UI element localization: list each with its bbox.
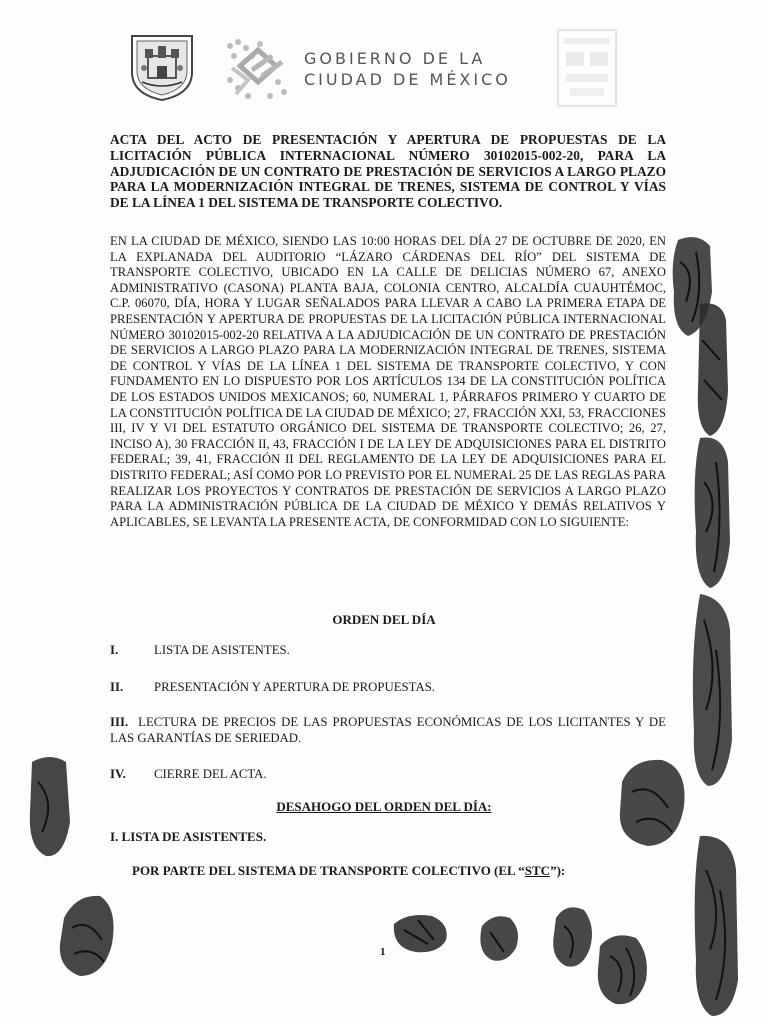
section-heading-attendees: I. LISTA DE ASISTENTES. [110,829,267,844]
redaction-mark [692,300,732,440]
agenda-item [110,642,666,658]
agenda-item [110,714,666,746]
agenda-heading: ORDEN DEL DÍA [332,612,436,627]
agenda-item-text: CIERRE DEL ACTA. [154,767,267,781]
page-number: 1 [380,946,386,958]
redaction-mark [592,930,652,1010]
government-title [304,48,511,90]
agenda-item-number: II. [110,680,124,694]
agenda-item-number: III. [110,715,129,729]
coat-of-arms-logo [128,32,196,102]
desahogo-heading: DESAHOGO DEL ORDEN DEL DÍA: [276,799,492,814]
redaction-mark [388,910,452,956]
redaction-mark [688,830,744,1020]
faded-stamp [556,28,618,108]
redaction-mark [690,432,734,592]
agenda-item-text: PRESENTACIÓN Y APERTURA DE PROPUESTAS. [154,680,436,694]
agenda-item-number: IV. [110,767,126,781]
agenda-item-text: LECTURA DE PRECIOS DE LAS PROPUESTAS ECONÓMICAS DE LOS LICITANTES Y DE LAS GARANTÍAS DE SERIEDAD. [110,715,666,745]
document-title: ACTA DEL ACTO DE PRESENTACIÓN Y APERTURA DE PROPUESTAS DE LA LICITACIÓN PÚBLICA INTERNACIONAL NÚMERO 30102015-002-20, PARA LA ADJUDICACIÓN DE UN CONTRATO DE PRESTACIÓN DE SERVICIOS A LARGO PLAZO PARA LA MODERNIZACIÓN INTEGRAL DE TRENES, SISTEMA DE CONTROL Y VÍAS DE LA LÍNEA 1 DEL SISTEMA DE TRANSPORTE COLECTIVO. [110,132,666,211]
agenda-item-text: LISTA DE ASISTENTES. [154,643,290,657]
stc-attendees-line [132,863,565,879]
agenda-item [110,766,666,782]
redaction-mark [24,752,76,862]
redaction-mark [612,752,692,852]
redaction-mark [686,590,736,790]
agenda-item-number: I. [110,643,119,657]
redaction-mark [474,912,522,964]
stc-line-suffix: ”): [550,863,566,878]
stc-abbreviation: STC [524,863,551,878]
redaction-mark [548,902,596,972]
gov-title-line-2: CIUDAD DE MÉXICO [304,70,511,89]
gov-title-line-1: GOBIERNO DE LA [304,49,486,68]
redaction-mark [54,888,120,980]
stc-line-prefix: POR PARTE DEL SISTEMA DE TRANSPORTE COLECTIVO (EL “ [132,863,525,878]
agenda-item [110,679,666,695]
body-paragraph: EN LA CIUDAD DE MÉXICO, SIENDO LAS 10:00 HORAS DEL DÍA 27 DE OCTUBRE DE 2020, EN LA EXPLANADA DEL AUDITORIO “LÁZARO CÁRDENAS DEL RÍO” DEL SISTEMA DE TRANSPORTE COLECTIVO, UBICADO EN LA CALLE DE DELICIAS NÚMERO 67, ANEXO ADMINISTRATIVO (CASONA) PLANTA BAJA, COLONIA CENTRO, ALCALDÍA CUAUHTÉMOC, C.P. 06070, DÍA, HORA Y LUGAR SEÑALADOS PARA LLEVAR A CABO LA PRIMERA ETAPA DE PRESENTACIÓN Y APERTURA DE PROPUESTAS DE LA LICITACIÓN PÚBLICA INTERNACIONAL NÚMERO 30102015-002-20 RELATIVA A LA ADJUDICACIÓN DE UN CONTRATO DE PRESTACIÓN DE SERVICIOS A LARGO PLAZO PARA LA MODERNIZACIÓN INTEGRAL DE TRENES, SISTEMA DE CONTROL Y VÍAS DE LA LÍNEA 1 DEL SISTEMA DE TRANSPORTE COLECTIVO, Y CON FUNDAMENTO EN LO DISPUESTO POR LOS ARTÍCULOS 134 DE LA CONSTITUCIÓN POLÍTICA DE LOS ESTADOS UNIDOS MEXICANOS; 60, NUMERAL 1, PÁRRAFOS PRIMERO Y CUARTO DE LA CONSTITUCIÓN POLÍTICA DE LA CIUDAD DE MÉXICO; 27, FRACCIÓN XXI, 53, FRACCIONES III, IV Y VI DEL ESTATUTO ORGÁNICO DEL SISTEMA DE TRANSPORTE COLECTIVO; 26, 27, INCISO A), 30 FRACCIÓN II, 43, FRACCIÓN I DE LA LEY DE ADQUISICIONES PARA EL DISTRITO FEDERAL; 39, 41, FRACCIÓN II DEL REGLAMENTO DE LA LEY DE ADQUISICIONES PARA EL DISTRITO FEDERAL; ASÍ COMO POR LO PREVISTO POR EL NUMERAL 25 DE LAS REGLAS PARA REALIZAR LOS PROYECTOS Y CONTRATOS DE PRESTACIÓN DE SERVICIOS A LARGO PLAZO PARA LA ADMINISTRACIÓN PÚBLICA DE LA CIUDAD DE MÉXICO Y DEMÁS RELATIVOS Y APLICABLES, SE LEVANTA LA PRESENTE ACTA, DE CONFORMIDAD CON LO SIGUIENTE: [110,234,666,529]
cdmx-logo-mark [222,36,294,104]
